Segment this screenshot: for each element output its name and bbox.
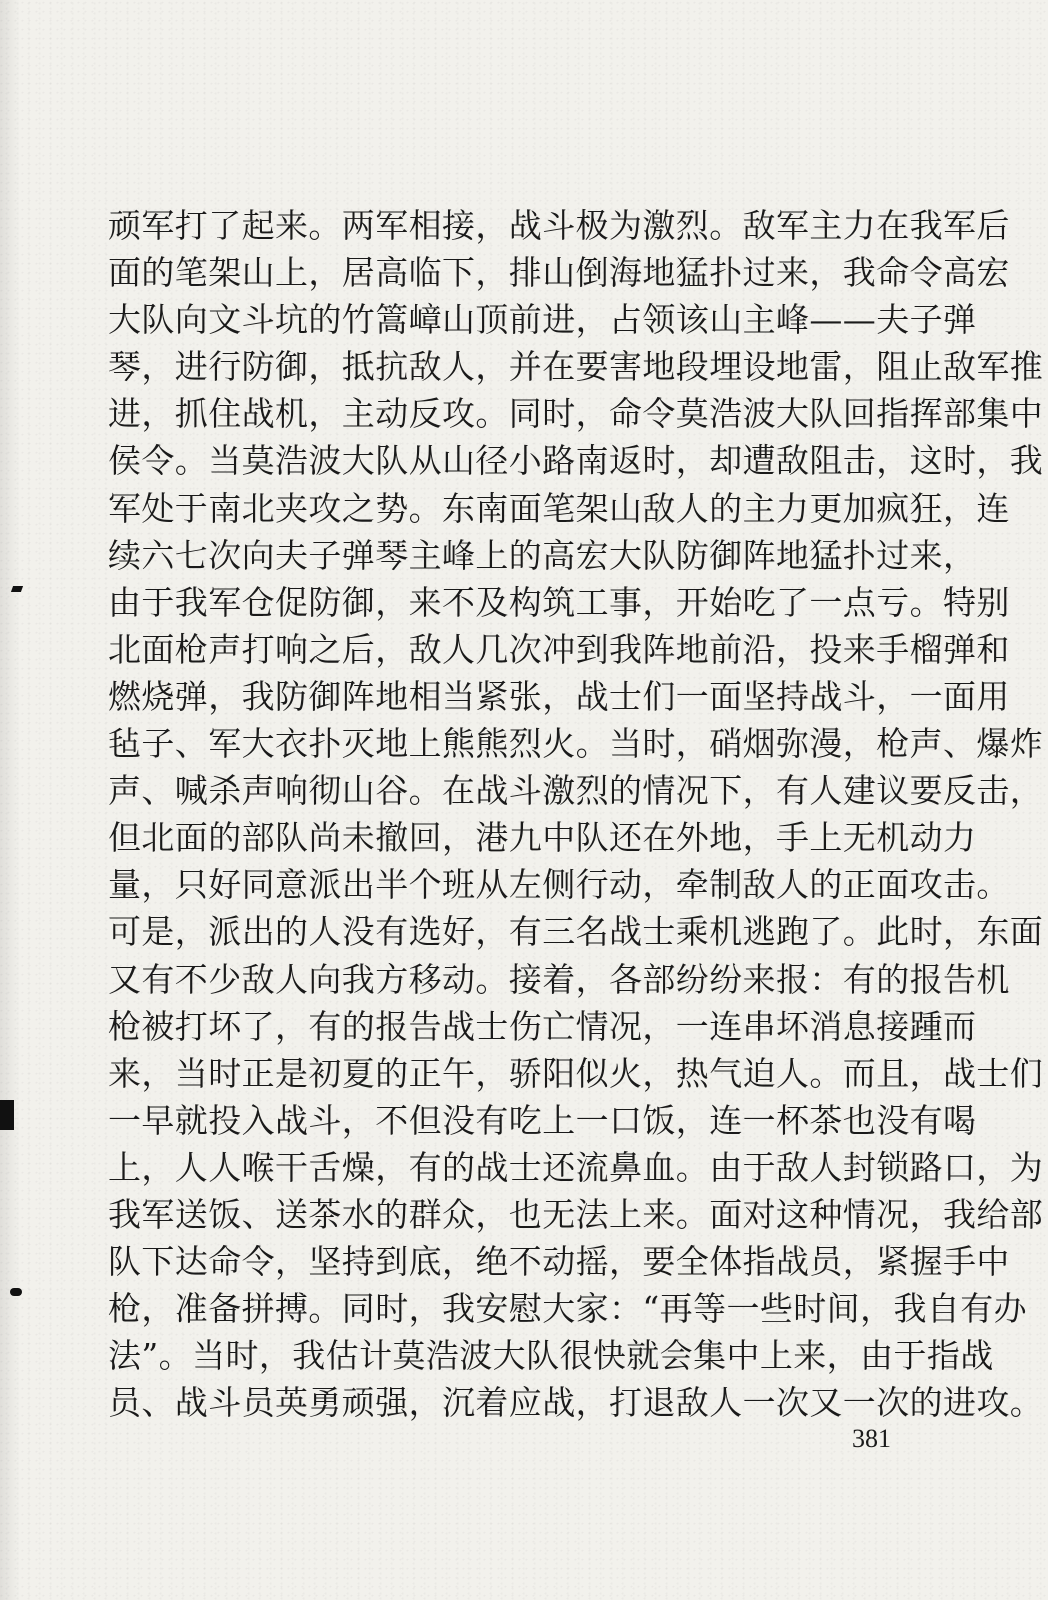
text-line: 声、喊杀声响彻山谷。在战斗激烈的情况下，有人建议要反击， [108, 771, 1044, 811]
text-line: 但北面的部队尚未撤回，港九中队还在外地，手上无机动力 [108, 818, 977, 858]
text-line: 来，当时正是初夏的正午，骄阳似火，热气迫人。而且，战士们 [108, 1053, 1044, 1093]
scan-mark [0, 1100, 14, 1130]
text-line: 可是，派出的人没有选好，有三名战士乘机逃跑了。此时，东面 [108, 912, 1044, 952]
text-line: 军处于南北夹攻之势。东南面笔架山敌人的主力更加疯狂，连 [108, 488, 1010, 528]
text-line: 队下达命令，坚持到底，绝不动摇，要全体指战员，紧握手中 [108, 1242, 1010, 1282]
text-line: 侯令。当莫浩波大队从山径小路南返时，却遭敌阻击，这时，我 [108, 441, 1044, 481]
text-line: 员、战斗员英勇顽强，沉着应战，打退敌人一次又一次的进攻。 [108, 1383, 1044, 1423]
text-line: 由于我军仓促防御，来不及构筑工事，开始吃了一点亏。特别 [108, 582, 1010, 622]
scan-mark [11, 586, 23, 592]
text-line: 面的笔架山上，居高临下，排山倒海地猛扑过来，我命令高宏 [108, 253, 1010, 293]
text-line: 毡子、军大衣扑灭地上熊熊烈火。当时，硝烟弥漫，枪声、爆炸 [108, 724, 1044, 764]
text-line: 又有不少敌人向我方移动。接着，各部纷纷来报：有的报告机 [108, 959, 1010, 999]
body-text [108, 202, 1044, 1426]
page-gutter-shadow [0, 0, 20, 1600]
scan-mark [10, 1288, 22, 1296]
text-line: 燃烧弹，我防御阵地相当紧张，战士们一面坚持战斗，一面用 [108, 676, 1010, 716]
text-line: 续六七次向夫子弹琴主峰上的高宏大队防御阵地猛扑过来， [108, 535, 977, 575]
text-line: 北面枪声打响之后，敌人几次冲到我阵地前沿，投来手榴弹和 [108, 629, 1010, 669]
text-line: 法”。当时，我估计莫浩波大队很快就会集中上来，由于指战 [108, 1336, 994, 1376]
text-line: 上，人人喉干舌燥，有的战士还流鼻血。由于敌人封锁路口，为 [108, 1147, 1044, 1187]
text-line: 一早就投入战斗，不但没有吃上一口饭，连一杯茶也没有喝 [108, 1100, 977, 1140]
text-line: 进，抓住战机，主动反攻。同时，命令莫浩波大队回指挥部集中 [108, 394, 1044, 434]
text-line: 量，只好同意派出半个班从左侧行动，牵制敌人的正面攻击。 [108, 865, 1010, 905]
text-line: 顽军打了起来。两军相接，战斗极为激烈。敌军主力在我军后 [108, 206, 1010, 245]
text-line: 琴，进行防御，抵抗敌人，并在要害地段埋设地雷，阻止敌军推 [108, 347, 1044, 387]
text-line: 枪，准备拼搏。同时，我安慰大家：“再等一些时间，我自有办 [108, 1289, 1028, 1329]
text-line: 我军送饭、送茶水的群众，也无法上来。面对这种情况，我给部 [108, 1194, 1044, 1234]
page-number: 381 [852, 1424, 891, 1453]
text-line: 枪被打坏了，有的报告战士伤亡情况，一连串坏消息接踵而 [108, 1006, 977, 1046]
text-line: 大队向文斗坑的竹篙嶂山顶前进，占领该山主峰——夫子弹 [108, 300, 977, 340]
